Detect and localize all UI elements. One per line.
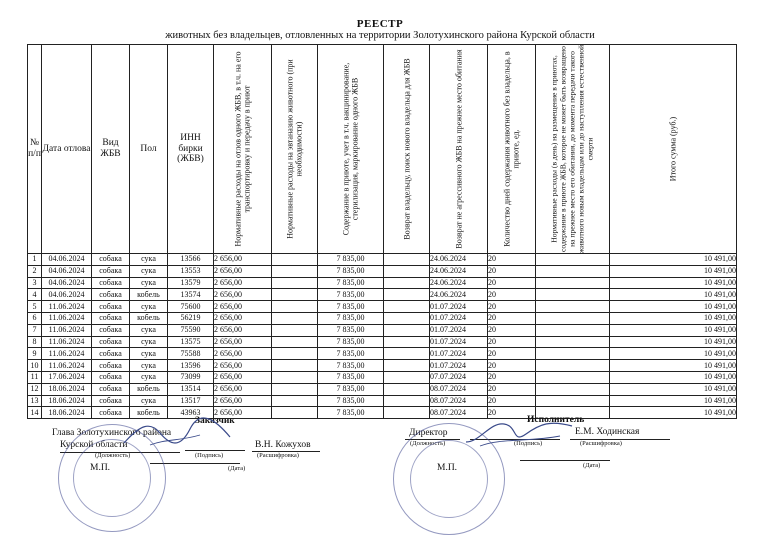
- cell-keep: 7 835,00: [318, 289, 384, 301]
- cell-ret: 07.07.2024: [430, 371, 488, 383]
- cell-euth: [272, 371, 318, 383]
- cell-date: 11.06.2024: [42, 348, 92, 360]
- cell-owner: [384, 383, 430, 395]
- cell-sex: кобель: [130, 312, 168, 324]
- contractor-heading: Исполнитель: [527, 415, 585, 425]
- cell-catch: 2 656,00: [214, 360, 272, 372]
- cell-daily: [536, 301, 610, 313]
- col-header-euthanasia-cost: Нормативные расходы на эвтаназию животного (при необходимости): [272, 45, 318, 254]
- col-header-date: Дата отлова: [42, 45, 92, 254]
- cell-daily: [536, 289, 610, 301]
- contractor-seal-label: М.П.: [437, 463, 458, 473]
- cell-tag: 13566: [168, 254, 214, 266]
- cell-total: 10 491,00: [610, 265, 737, 277]
- cell-kind: собака: [92, 383, 130, 395]
- cell-days: 20: [488, 289, 536, 301]
- cell-keep: 7 835,00: [318, 254, 384, 266]
- table-row: [28, 265, 737, 277]
- cell-owner: [384, 254, 430, 266]
- cell-keep: 7 835,00: [318, 360, 384, 372]
- cell-ret: 24.06.2024: [430, 289, 488, 301]
- cell-days: 20: [488, 371, 536, 383]
- col-header-kind: Вид ЖБВ: [92, 45, 130, 254]
- cell-daily: [536, 312, 610, 324]
- cell-owner: [384, 301, 430, 313]
- cell-owner: [384, 324, 430, 336]
- cell-days: 20: [488, 407, 536, 419]
- contractor-position: Директор: [409, 428, 448, 438]
- cell-n: 2: [28, 265, 42, 277]
- cell-n: 5: [28, 301, 42, 313]
- cell-keep: 7 835,00: [318, 324, 384, 336]
- cell-total: 10 491,00: [610, 383, 737, 395]
- cell-days: 20: [488, 324, 536, 336]
- contractor-signature-caption: (Подпись): [514, 440, 543, 447]
- cell-n: 7: [28, 324, 42, 336]
- cell-owner: [384, 407, 430, 419]
- customer-seal-label: М.П.: [90, 463, 111, 473]
- cell-owner: [384, 312, 430, 324]
- cell-sex: сука: [130, 360, 168, 372]
- cell-kind: собака: [92, 324, 130, 336]
- cell-owner: [384, 277, 430, 289]
- cell-n: 4: [28, 289, 42, 301]
- cell-tag: 13517: [168, 395, 214, 407]
- cell-ret: 08.07.2024: [430, 407, 488, 419]
- contractor-signature: [460, 412, 580, 452]
- cell-catch: 2 656,00: [214, 324, 272, 336]
- cell-total: 10 491,00: [610, 336, 737, 348]
- cell-tag: 43963: [168, 407, 214, 419]
- cell-keep: 7 835,00: [318, 277, 384, 289]
- table-row: [28, 324, 737, 336]
- table-row: [28, 371, 737, 383]
- col-header-number: № п/п: [28, 45, 42, 254]
- cell-keep: 7 835,00: [318, 395, 384, 407]
- cell-ret: 08.07.2024: [430, 395, 488, 407]
- cell-kind: собака: [92, 336, 130, 348]
- cell-ret: 01.07.2024: [430, 312, 488, 324]
- cell-keep: 7 835,00: [318, 301, 384, 313]
- document-title: РЕЕСТР: [356, 18, 404, 30]
- cell-keep: 7 835,00: [318, 312, 384, 324]
- table-row: [28, 277, 737, 289]
- cell-tag: 13575: [168, 336, 214, 348]
- cell-date: 11.06.2024: [42, 301, 92, 313]
- cell-ret: 01.07.2024: [430, 336, 488, 348]
- customer-signature: [120, 415, 240, 455]
- cell-sex: кобель: [130, 383, 168, 395]
- cell-kind: собака: [92, 254, 130, 266]
- col-header-tag: ИНН бирки (ЖБВ): [168, 45, 214, 254]
- document-subtitle: животных без владельцев, отловленных на территории Золотухинского района Курской области: [165, 30, 595, 41]
- cell-daily: [536, 371, 610, 383]
- cell-date: 18.06.2024: [42, 407, 92, 419]
- cell-kind: собака: [92, 407, 130, 419]
- cell-n: 12: [28, 383, 42, 395]
- cell-days: 20: [488, 348, 536, 360]
- cell-owner: [384, 289, 430, 301]
- cell-catch: 2 656,00: [214, 383, 272, 395]
- cell-keep: 7 835,00: [318, 265, 384, 277]
- cell-total: 10 491,00: [610, 289, 737, 301]
- cell-date: 04.06.2024: [42, 254, 92, 266]
- table-row: [28, 383, 737, 395]
- cell-keep: 7 835,00: [318, 383, 384, 395]
- cell-total: 10 491,00: [610, 301, 737, 313]
- cell-owner: [384, 395, 430, 407]
- customer-signature-caption: (Подпись): [195, 452, 224, 459]
- cell-kind: собака: [92, 289, 130, 301]
- cell-ret: 01.07.2024: [430, 348, 488, 360]
- cell-sex: сука: [130, 348, 168, 360]
- cell-owner: [384, 348, 430, 360]
- col-header-habitat-return: Возврат не агрессивного ЖБВ на прежнее место обитания: [430, 45, 488, 254]
- contractor-date-caption: (Дата): [583, 462, 601, 469]
- cell-tag: 75600: [168, 301, 214, 313]
- cell-tag: 13579: [168, 277, 214, 289]
- cell-catch: 2 656,00: [214, 254, 272, 266]
- cell-n: 14: [28, 407, 42, 419]
- cell-days: 20: [488, 301, 536, 313]
- cell-sex: сука: [130, 336, 168, 348]
- cell-ret: 24.06.2024: [430, 265, 488, 277]
- cell-ret: 24.06.2024: [430, 254, 488, 266]
- cell-tag: 13574: [168, 289, 214, 301]
- col-header-daily-cost: Нормативные расходы (в день) на размещение в приютах, содержание в приюте ЖБВ, которое не может быть возвращено на прежнее место его обитания, до момента передачи такого животного новым владельцам или до наступления естественной смерти: [536, 45, 610, 254]
- cell-kind: собака: [92, 265, 130, 277]
- cell-daily: [536, 265, 610, 277]
- customer-name-caption: (Расшифровка): [257, 452, 299, 459]
- cell-euth: [272, 336, 318, 348]
- cell-euth: [272, 407, 318, 419]
- cell-total: 10 491,00: [610, 312, 737, 324]
- cell-total: 10 491,00: [610, 395, 737, 407]
- customer-position-line1: Глава Золотухинского района: [52, 428, 172, 438]
- cell-ret: 01.07.2024: [430, 301, 488, 313]
- cell-date: 04.06.2024: [42, 289, 92, 301]
- cell-catch: 2 656,00: [214, 371, 272, 383]
- col-header-catch-cost: Нормативные расходы на отлов одного ЖБВ, в т.ч. на его транспортировку и передачу в приют: [214, 45, 272, 254]
- cell-catch: 2 656,00: [214, 265, 272, 277]
- cell-daily: [536, 277, 610, 289]
- cell-date: 18.06.2024: [42, 383, 92, 395]
- cell-kind: собака: [92, 371, 130, 383]
- cell-sex: сука: [130, 324, 168, 336]
- cell-date: 04.06.2024: [42, 277, 92, 289]
- cell-date: 11.06.2024: [42, 360, 92, 372]
- cell-daily: [536, 336, 610, 348]
- cell-tag: 13514: [168, 383, 214, 395]
- cell-catch: 2 656,00: [214, 277, 272, 289]
- cell-days: 20: [488, 336, 536, 348]
- cell-euth: [272, 289, 318, 301]
- cell-days: 20: [488, 383, 536, 395]
- cell-euth: [272, 324, 318, 336]
- cell-keep: 7 835,00: [318, 336, 384, 348]
- cell-date: 11.06.2024: [42, 336, 92, 348]
- table-row: [28, 348, 737, 360]
- customer-position-caption: (Должность): [95, 452, 131, 459]
- registry-table: [27, 44, 737, 419]
- cell-catch: 2 656,00: [214, 348, 272, 360]
- cell-n: 8: [28, 336, 42, 348]
- cell-daily: [536, 383, 610, 395]
- cell-days: 20: [488, 395, 536, 407]
- contractor-name-caption: (Расшифровка): [580, 440, 622, 447]
- cell-euth: [272, 277, 318, 289]
- cell-catch: 2 656,00: [214, 312, 272, 324]
- contractor-date-line: [520, 460, 610, 461]
- cell-kind: собака: [92, 277, 130, 289]
- cell-daily: [536, 360, 610, 372]
- cell-sex: сука: [130, 395, 168, 407]
- cell-tag: 73099: [168, 371, 214, 383]
- table-row: [28, 360, 737, 372]
- cell-total: 10 491,00: [610, 254, 737, 266]
- cell-n: 11: [28, 371, 42, 383]
- cell-tag: 56219: [168, 312, 214, 324]
- table-row: [28, 395, 737, 407]
- cell-tag: 13596: [168, 360, 214, 372]
- cell-ret: 01.07.2024: [430, 360, 488, 372]
- table-header-row: [28, 45, 737, 254]
- cell-owner: [384, 336, 430, 348]
- cell-date: 04.06.2024: [42, 265, 92, 277]
- col-header-keeping-cost: Содержание в приюте, учет в т.ч. вакцинирование, стерилизация, маркирование одного ЖБВ: [318, 45, 384, 254]
- cell-n: 10: [28, 360, 42, 372]
- customer-name: В.Н. Кожухов: [255, 440, 311, 450]
- col-header-sex: Пол: [130, 45, 168, 254]
- cell-catch: 2 656,00: [214, 407, 272, 419]
- cell-tag: 13553: [168, 265, 214, 277]
- cell-sex: сука: [130, 254, 168, 266]
- cell-date: 18.06.2024: [42, 395, 92, 407]
- cell-sex: сука: [130, 277, 168, 289]
- cell-n: 9: [28, 348, 42, 360]
- cell-euth: [272, 254, 318, 266]
- cell-owner: [384, 371, 430, 383]
- col-header-days: Количество дней содержания животного без владельца, в приюте, ед.: [488, 45, 536, 254]
- col-header-owner-return: Возврат владельцу, поиск нового владельца для ЖБВ: [384, 45, 430, 254]
- cell-catch: 2 656,00: [214, 336, 272, 348]
- cell-total: 10 491,00: [610, 348, 737, 360]
- table-row: [28, 254, 737, 266]
- cell-euth: [272, 312, 318, 324]
- cell-n: 6: [28, 312, 42, 324]
- cell-keep: 7 835,00: [318, 348, 384, 360]
- cell-kind: собака: [92, 348, 130, 360]
- cell-date: 11.06.2024: [42, 312, 92, 324]
- cell-tag: 75588: [168, 348, 214, 360]
- cell-catch: 2 656,00: [214, 301, 272, 313]
- cell-days: 20: [488, 265, 536, 277]
- cell-euth: [272, 301, 318, 313]
- cell-daily: [536, 395, 610, 407]
- cell-euth: [272, 360, 318, 372]
- cell-sex: сука: [130, 265, 168, 277]
- cell-daily: [536, 348, 610, 360]
- cell-date: 17.06.2024: [42, 371, 92, 383]
- cell-ret: 01.07.2024: [430, 324, 488, 336]
- table-row: [28, 312, 737, 324]
- cell-days: 20: [488, 312, 536, 324]
- cell-ret: 24.06.2024: [430, 277, 488, 289]
- cell-daily: [536, 324, 610, 336]
- cell-tag: 75590: [168, 324, 214, 336]
- cell-n: 3: [28, 277, 42, 289]
- cell-catch: 2 656,00: [214, 395, 272, 407]
- customer-position-line2: Курской области: [60, 440, 128, 450]
- cell-days: 20: [488, 277, 536, 289]
- cell-sex: кобель: [130, 407, 168, 419]
- cell-euth: [272, 348, 318, 360]
- cell-euth: [272, 265, 318, 277]
- cell-total: 10 491,00: [610, 360, 737, 372]
- customer-date-caption: (Дата): [228, 465, 246, 472]
- customer-heading: Заказчик: [195, 416, 235, 426]
- cell-total: 10 491,00: [610, 277, 737, 289]
- cell-total: 10 491,00: [610, 324, 737, 336]
- cell-n: 13: [28, 395, 42, 407]
- cell-euth: [272, 395, 318, 407]
- cell-days: 20: [488, 360, 536, 372]
- cell-date: 11.06.2024: [42, 324, 92, 336]
- cell-sex: сука: [130, 371, 168, 383]
- cell-kind: собака: [92, 312, 130, 324]
- cell-sex: кобель: [130, 289, 168, 301]
- cell-euth: [272, 383, 318, 395]
- cell-kind: собака: [92, 360, 130, 372]
- col-header-total: Итого сумма (руб.): [610, 45, 737, 254]
- cell-owner: [384, 265, 430, 277]
- cell-total: 10 491,00: [610, 371, 737, 383]
- cell-kind: собака: [92, 301, 130, 313]
- table-row: [28, 289, 737, 301]
- cell-ret: 08.07.2024: [430, 383, 488, 395]
- contractor-position-caption: (Должность): [410, 440, 446, 447]
- table-row: [28, 336, 737, 348]
- table-row: [28, 301, 737, 313]
- cell-sex: сука: [130, 301, 168, 313]
- cell-catch: 2 656,00: [214, 289, 272, 301]
- cell-total: 10 491,00: [610, 407, 737, 419]
- contractor-name: Е.М. Ходинская: [575, 427, 640, 437]
- cell-keep: 7 835,00: [318, 371, 384, 383]
- cell-days: 20: [488, 254, 536, 266]
- cell-n: 1: [28, 254, 42, 266]
- cell-owner: [384, 360, 430, 372]
- cell-kind: собака: [92, 395, 130, 407]
- cell-keep: 7 835,00: [318, 407, 384, 419]
